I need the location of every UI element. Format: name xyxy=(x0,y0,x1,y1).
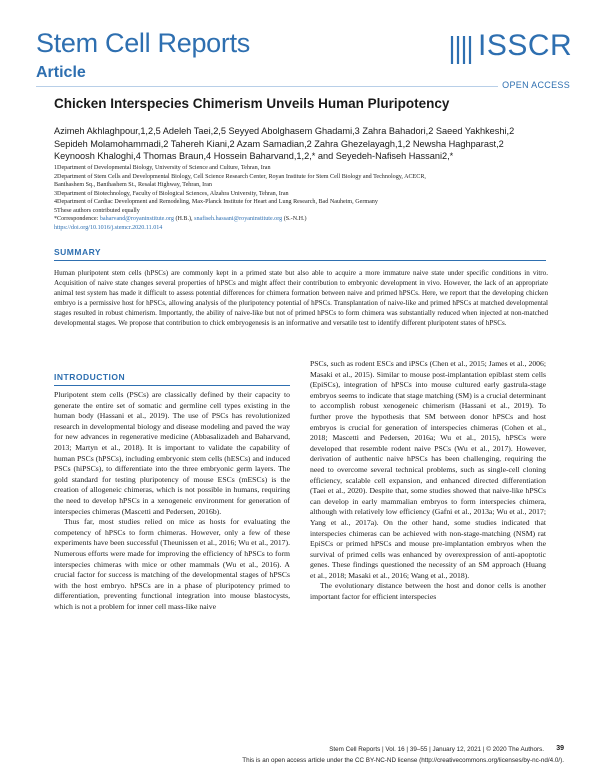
paragraph: PSCs, such as rodent ESCs and iPSCs (Chen et al., 2015; James et al., 2006; Masaki et al., 2015). Similar to mouse post-implantation epiblast stem cells (EpiSCs), integration of hPSCs into mouse cultured early gastrula-stage embryos seems to indicate that stage matching (SM) is a crucial determinant to accomplish robust xenogeneic chimerism (Hassani et al., 2019). To further prove the hypothesis that SM between donor hPSCs and host embryos is crucial for generation of interspecies chimeras (Cohen et al., 2018; Mascetti and Pedersen, 2016a; Wu et al., 2015), hPSCs were developed that resemble rodent naive PSCs (Wu et al., 2017). However, derivation of authentic naive hPSCs has been challenging, requiring the need to overcome several technical problems, such as single-cell cloning efficiency, scalable cell expansion, and enhanced directed differentiation (Taei et al., 2020). Despite that, some studies showed that naive-like hPSCs can develop in early mammalian embryos to form interspecies chimera, although with relatively low efficiency (Gafni et al., 2013a; Wu et al., 2017; Yang et al., 2017a). On the other hand, some studies indicated that interspecies chimeras can be achieved with non-stage-matching (NSM) rat EpiSCs or primed hPSCs and mouse pre-implantation embryos when the survival of primed cells was enhanced by overexpression of anti-apoptotic genes. These findings questioned the necessity of an SM approach (Huang et al., 2018; Masaki et al., 2016; Wang et al., 2018). xyxy=(310,359,546,580)
affiliation: 5These authors contributed equally xyxy=(54,207,140,214)
column-right xyxy=(310,359,546,603)
summary-text: Human pluripotent stem cells (hPSCs) are commonly kept in a primed state but also able to acquire a more immature naive state under specific conditions in vitro. Acquisition of naive state changes several properties of hPSCs and might affect their contribution to embryonic development in vivo. However, the lack of an appropriate animal test system has made it difficult to assess potential differences for chimera formation between naive and primed hPSCs. Here, we report that the developing chicken embryo is a permissive host for hPSCs, allowing analysis of the pluripotency potential of hPSCs. Transplantation of naive-like and primed hPSCs at matched developmental stages resulted in robust chimerism. Importantly, the ability of naive-like but not of primed hPSCs to form chimera was substantially reduced when injected at non-matched developmental stages. We propose that contribution to chick embryogenesis is an informative and versatile test to identify different pluripotent states of hPSCs. xyxy=(54,269,548,327)
paragraph: Thus far, most studies relied on mice as hosts for evaluating the competency of hPSCs to form chimeras. However, only a few of these experiments have been successful (Theunissen et al., 2016; Wu et al., 2017). Numerous efforts were made for improving the efficiency of hPSCs to form interspecies chimeras with mice or other mammals (Wu et al., 2016). A crucial factor for success is matching of the developmental stages of hPSCs with the host embryo. hPSCs are in a phase of pluripotency primed to differentiation, preventing functional integration into mouse blastocysts, which is not a problem for inner cell mass-like naive xyxy=(54,517,290,611)
footer-license: This is an open access article under the CC BY-NC-ND license (http://creativecommons.org/licenses/by-nc-nd/4.0/). xyxy=(242,757,564,764)
affiliation: 3Department of Biotechnology, Faculty of Biological Sciences, Alzahra University, Tehran, Iran xyxy=(54,190,289,197)
column-left xyxy=(54,390,290,612)
summary-heading: SUMMARY xyxy=(54,247,102,257)
correspondence xyxy=(54,215,546,224)
affiliation: 1Department of Developmental Biology, University of Science and Culture, Tehran, Iran xyxy=(54,165,271,171)
correspondence-name: (H.B.), xyxy=(175,216,193,222)
email-link[interactable]: baharvand@royaninstitute.org xyxy=(99,216,174,222)
page-number: 39 xyxy=(556,745,564,752)
affiliation: 4Department of Cardiac Development and Remodeling, Max-Planck Institute for Heart and Lung Research, Bad Nauheim, Germany xyxy=(54,199,378,205)
affiliation: Banihashem Sq., Banihashem St., Resalat Highway, Tehran, Iran xyxy=(54,182,212,188)
paragraph: Pluripotent stem cells (PSCs) are classically defined by their capacity to generate the entire set of somatic and germline cell types existing in the human body (Hassani et al., 2019). The use of PSCs has revolutionized research in developmental biology and disease modeling and paved the way for new advances in regenerative medicine (Abbasalizadeh and Baharvand, 2013; Martyn et al., 2018). It is important to validate the capability of human PSCs (hPSCs), including embryonic stem cells (hESCs) and induced PSCs (hiPSCs), to differentiate into the three embryonic germ layers. The gold standard for testing pluripotency of mouse ESCs (mESCs) is the creation of allogeneic chimeras, which is not possible in humans, requiring the need to develop hPSCs in a xenogeneic environment for generation of interspecies chimeras (Mascetti and Pedersen, 2016b). xyxy=(54,390,290,516)
introduction-rule xyxy=(54,385,290,386)
correspondence-label: *Correspondence: xyxy=(54,216,99,222)
author-line: Sepideh Molamohammadi,2 Tahereh Kiani,2 Azam Samadian,2 Zahra Ghezelayagh,1,2 Newsha Haghparast,2 xyxy=(54,138,504,149)
author-line: Azimeh Akhlaghpour,1,2,5 Adeleh Taei,2,5 Seyyed Abolghasem Ghadami,3 Zahra Bahadori,2 Saeed Yakhkeshi,2 xyxy=(54,126,515,136)
email-link[interactable]: snafiseh.hassani@royaninstitute.org xyxy=(194,216,283,222)
header-rule xyxy=(36,86,564,87)
journal-title: Stem Cell Reports xyxy=(36,28,250,58)
footer-citation xyxy=(36,746,564,753)
author-line: Keynoosh Khaloghi,4 Thomas Braun,4 Hossein Baharvand,1,2,* and Seyedeh-Nafiseh Hassani2,* xyxy=(54,151,454,161)
paragraph: The evolutionary distance between the host and donor cells is another important factor for efficient interspecies xyxy=(310,581,546,602)
author-list xyxy=(54,125,546,163)
citation-text: Stem Cell Reports | Vol. 16 | 39–55 | January 12, 2021 | © 2020 The Authors. xyxy=(329,746,544,753)
correspondence-name: (S.-N.H.) xyxy=(283,216,307,222)
doi-link[interactable]: https://doi.org/10.1016/j.stemcr.2020.11.014 xyxy=(54,224,163,231)
article-title: Chicken Interspecies Chimerism Unveils Human Pluripotency xyxy=(54,96,450,111)
introduction-heading: INTRODUCTION xyxy=(54,372,126,382)
summary-rule xyxy=(54,260,546,261)
affiliations xyxy=(54,164,546,232)
article-type: Article xyxy=(36,64,86,81)
affiliation: 2Department of Stem Cells and Developmental Biology, Cell Science Research Center, Royan Institute for Stem Cell Biology and Technology, ACECR, xyxy=(54,173,426,180)
logo-mark-icon xyxy=(452,36,470,64)
open-access-badge: OPEN ACCESS xyxy=(498,80,570,90)
isscr-logo-text: ISSCR xyxy=(478,29,573,62)
